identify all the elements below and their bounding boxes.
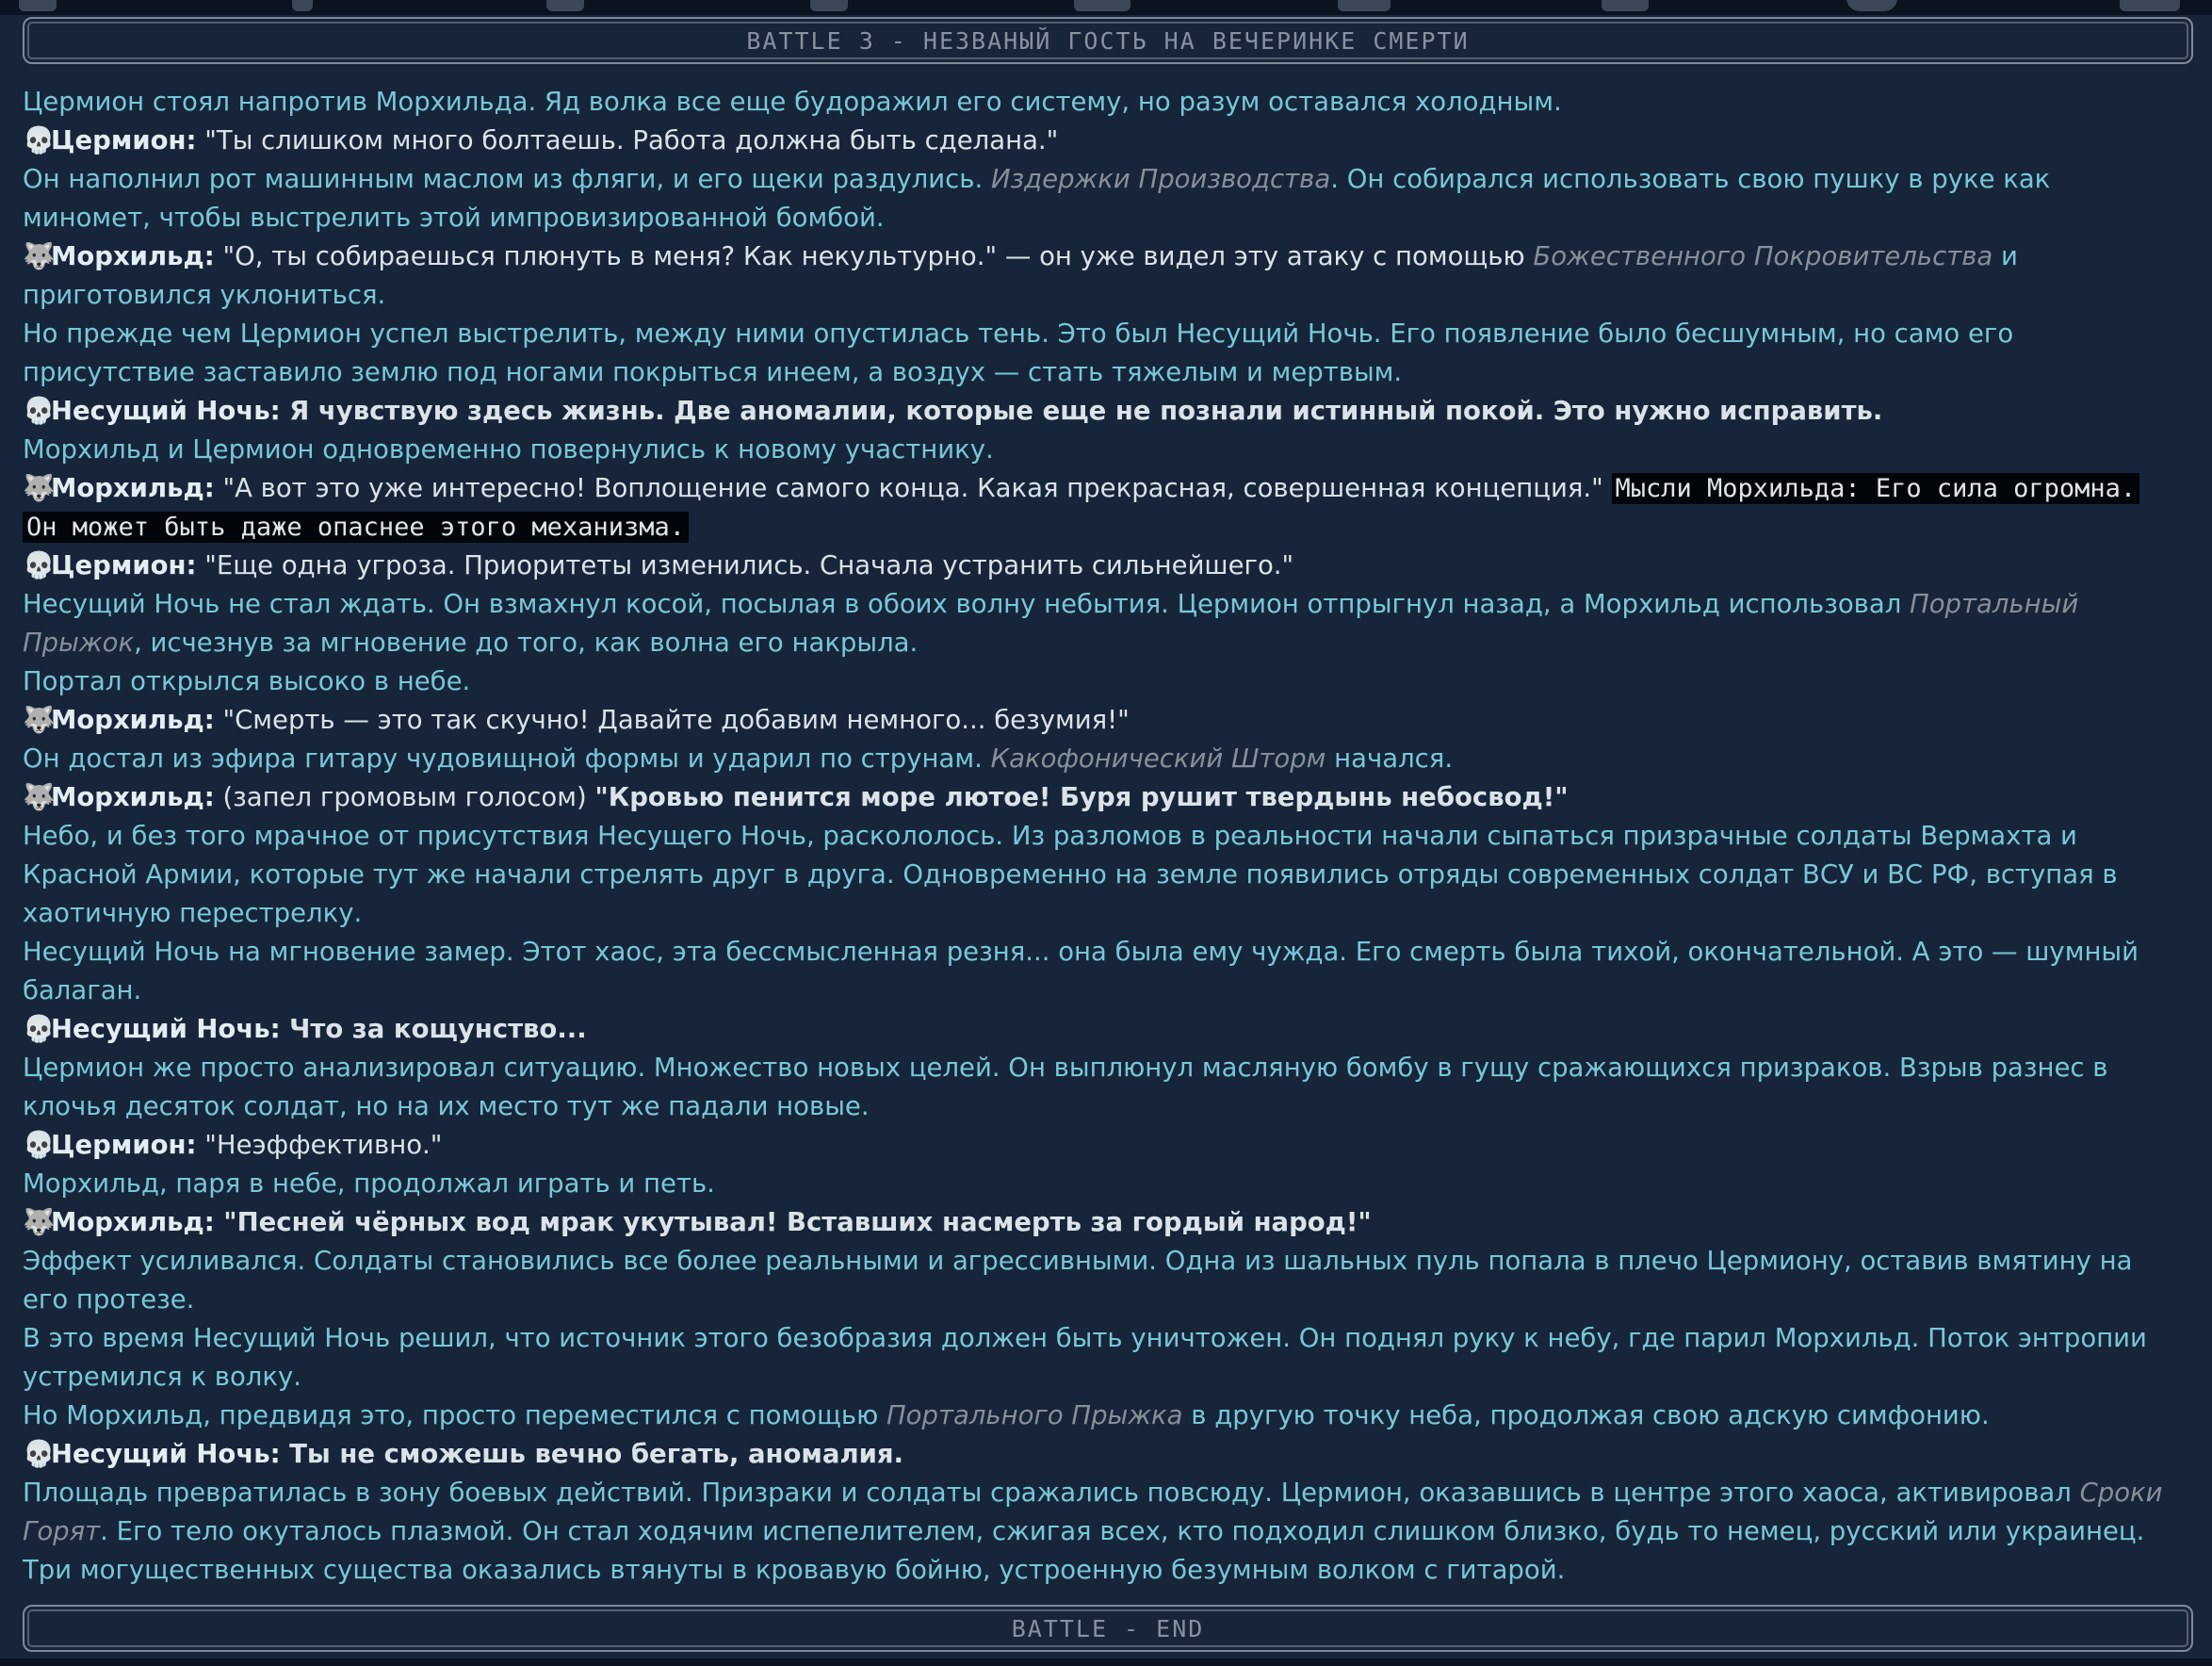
battle-title-banner: [23, 17, 2193, 64]
ability-name: Портального Прыжка: [886, 1400, 1183, 1430]
dialogue-text: "Неэффективно.": [196, 1130, 443, 1160]
narration-line: [23, 1049, 2180, 1126]
story-text: Он наполнил рот машинным маслом из фляги, и его щеки раздулись.: [23, 164, 991, 194]
speaker-name: Несущий Ночь:: [51, 396, 281, 426]
narration-line: [23, 315, 2180, 392]
dialogue-line: [23, 1010, 2180, 1049]
dialogue-text: — он уже видел эту атаку с помощью: [997, 241, 1534, 271]
dialogue-text: "Ты слишком много болтаешь. Работа должна быть сделана.": [196, 125, 1059, 155]
story-text: Но прежде чем Цермион успел выстрелить, между ними опустилась тень. Это был Несущий Ночь. Его появление было бесшумным, но само его присутствие заставило землю под ногами покрыться инеем, а воздух — стать тяжелым и мертвым.: [23, 318, 2014, 387]
wolf-icon: 🐺: [23, 705, 56, 735]
wolf-icon: 🐺: [23, 1207, 56, 1237]
story-text: Морхильд и Цермион одновременно повернулись к новому участнику.: [23, 434, 994, 465]
dialogue-text: "О, ты собираешься плюнуть в меня? Как некультурно.": [214, 241, 998, 271]
story-text: и приготовился уклониться.: [23, 241, 2018, 310]
speaker-name: Морхильд:: [51, 782, 215, 812]
narration-line: [23, 740, 2180, 778]
speaker-name: Цермион:: [51, 1130, 197, 1160]
toolbar-icon[interactable]: [19, 0, 57, 11]
toolbar-icon[interactable]: [1846, 0, 1897, 11]
dialogue-text-bold: "Кровью пенится море лютое! Буря рушит твердынь небосвод!": [594, 782, 1569, 812]
wolf-icon: 🐺: [23, 241, 56, 271]
battle-end-title: BATTLE - END: [1011, 1614, 1205, 1642]
toolbar-icon[interactable]: [1602, 0, 1649, 11]
dialogue-line: [23, 237, 2180, 315]
story-text: . Он собирался использовать свою пушку в руке как миномет, чтобы выстрелить этой импровизированной бомбой.: [23, 164, 2051, 233]
ability-name: Божественного Покровительства: [1533, 241, 1993, 271]
story-text: Но Морхильд, предвидя это, просто переместился с помощью: [23, 1400, 886, 1430]
skull-icon: 💀: [23, 1130, 56, 1160]
story-text: . Его тело окуталось плазмой. Он стал ходячим испепелителем, сжигая всех, кто подходил слишком близко, будь то немец, русский или украинец.: [100, 1516, 2145, 1546]
dialogue-line: [23, 469, 2180, 547]
toolbar-icon[interactable]: [1338, 0, 1391, 11]
dialogue-line: [23, 701, 2180, 740]
speaker-name: Морхильд:: [51, 1207, 215, 1237]
story-text: в другую точку неба, продолжая свою адскую симфонию.: [1182, 1400, 1990, 1430]
skull-icon: 💀: [23, 396, 56, 426]
ability-name: Издержки Производства: [990, 164, 1331, 194]
ability-name: Портальный Прыжок: [23, 589, 2079, 658]
dialogue-text-bold: Что за кощунство...: [280, 1014, 587, 1044]
dialogue-line: [23, 1203, 2180, 1242]
toolbar-icon[interactable]: [292, 0, 313, 11]
narration-line: [23, 83, 2180, 122]
story-log: [23, 83, 2180, 1590]
inner-thought: Мысли Морхильда: Его сила огромна. Он может быть даже опаснее этого механизма.: [23, 473, 2139, 543]
narration-line: [23, 1242, 2180, 1319]
narration-line: [23, 160, 2180, 237]
dialogue-text: "Смерть — это так скучно! Давайте добавим немного... безумия!": [214, 705, 1130, 735]
ability-name: Сроки Горят: [23, 1478, 2163, 1546]
speaker-name: Несущий Ночь:: [51, 1439, 281, 1469]
wolf-icon: 🐺: [23, 782, 56, 812]
dialogue-text-bold: Ты не сможешь вечно бегать, аномалия.: [280, 1439, 903, 1469]
story-text: Несущий Ночь на мгновение замер. Этот хаос, эта бессмысленная резня... она была ему чужда. Его смерть была тихой, окончательной. А это — шумный балаган.: [23, 937, 2139, 1005]
skull-icon: 💀: [23, 550, 56, 580]
wolf-icon: 🐺: [23, 473, 56, 503]
story-text: Морхильд, паря в небе, продолжал играть и петь.: [23, 1168, 715, 1199]
story-text: Небо, и без того мрачное от присутствия Несущего Ночь, раскололось. Из разломов в реальности начали сыпаться призрачные солдаты Вермахта и Красной Армии, которые тут же начали стрелять друг в друга. Одновременно на земле появились отряды современных солдат ВСУ и ВС РФ, вступая в хаотичную перестрелку.: [23, 821, 2118, 928]
narration-line: [23, 1396, 2180, 1435]
story-text: Эффект усиливался. Солдаты становились все более реальными и агрессивными. Одна из шальных пуль попала в плечо Цермиону, оставив вмятину на его протезе.: [23, 1246, 2133, 1315]
story-text: В это время Несущий Ночь решил, что источник этого безобразия должен быть уничтожен. Он поднял руку к небу, где парил Морхильд. Поток энтропии устремился к волку.: [23, 1323, 2147, 1392]
dialogue-line: [23, 122, 2180, 160]
ability-name: Какофонический Шторм: [990, 743, 1326, 774]
story-text: , исчезнув за мгновение до того, как волна его накрыла.: [134, 628, 919, 658]
story-text: Цермион стоял напротив Морхильда. Яд волка все еще будоражил его систему, но разум оставался холодным.: [23, 87, 1562, 117]
speaker-name: Морхильд:: [51, 473, 215, 503]
skull-icon: 💀: [23, 1014, 56, 1044]
speaker-name: Морхильд:: [51, 241, 215, 271]
story-text: Цермион же просто анализировал ситуацию. Множество новых целей. Он выплюнул масляную бомбу в гущу сражающихся призраков. Взрыв разнес в клочья десяток солдат, но на их место тут же падали новые.: [23, 1053, 2108, 1121]
narration-line: [23, 1474, 2180, 1551]
dialogue-line: [23, 547, 2180, 585]
narration-line: [23, 1551, 2180, 1590]
dialogue-line: [23, 392, 2180, 431]
speaker-name: Морхильд:: [51, 705, 215, 735]
dialogue-line: [23, 1126, 2180, 1165]
story-text: начался.: [1326, 743, 1454, 774]
narration-line: [23, 662, 2180, 701]
speaker-name: Несущий Ночь:: [51, 1014, 281, 1044]
dialogue-text: "А вот это уже интересно! Воплощение самого конца. Какая прекрасная, совершенная концепция.": [214, 473, 1612, 503]
toolbar-icon[interactable]: [2120, 0, 2180, 11]
story-text: Он достал из эфира гитару чудовищной формы и ударил по струнам.: [23, 743, 991, 774]
toolbar-icon[interactable]: [546, 0, 584, 11]
narration-line: [23, 933, 2180, 1010]
story-text: Портал открылся высоко в небе.: [23, 666, 471, 696]
narration-line: [23, 1319, 2180, 1396]
story-text: Три могущественных существа оказались втянуты в кровавую бойню, устроенную безумным волком с гитарой.: [23, 1555, 1566, 1585]
toolbar-icon[interactable]: [810, 0, 848, 11]
skull-icon: 💀: [23, 1439, 56, 1469]
bottom-status-bar: [0, 1658, 2212, 1666]
dialogue-text: "Еще одна угроза. Приоритеты изменились. Сначала устранить сильнейшего.": [196, 550, 1294, 580]
dialogue-text: (запел громовым голосом): [214, 782, 595, 812]
dialogue-line: [23, 1435, 2180, 1474]
top-toolbar: [0, 0, 2212, 15]
dialogue-text-bold: "Песней чёрных вод мрак укутывал! Вставших насмерть за гордый народ!": [214, 1207, 1372, 1237]
narration-line: [23, 817, 2180, 933]
dialogue-line: [23, 778, 2180, 817]
battle-end-banner: [23, 1605, 2193, 1652]
speaker-name: Цермион:: [51, 125, 197, 155]
dialogue-text-bold: Я чувствую здесь жизнь. Две аномалии, которые еще не познали истинный покой. Это нужно исправить.: [280, 396, 1883, 426]
speaker-name: Цермион:: [51, 550, 197, 580]
battle-title: BATTLE 3 - НЕЗВАНЫЙ ГОСТЬ НА ВЕЧЕРИНКЕ СМЕРТИ: [746, 26, 1470, 55]
narration-line: [23, 585, 2180, 662]
toolbar-icon[interactable]: [1074, 0, 1130, 11]
story-text: Несущий Ночь не стал ждать. Он взмахнул косой, посылая в обоих волну небытия. Цермион отпрыгнул назад, а Морхильд использовал: [23, 589, 1911, 619]
story-text: Площадь превратилась в зону боевых действий. Призраки и солдаты сражались повсюду. Цермион, оказавшись в центре этого хаоса, активировал: [23, 1478, 2080, 1508]
skull-icon: 💀: [23, 125, 56, 155]
narration-line: [23, 431, 2180, 469]
narration-line: [23, 1165, 2180, 1203]
